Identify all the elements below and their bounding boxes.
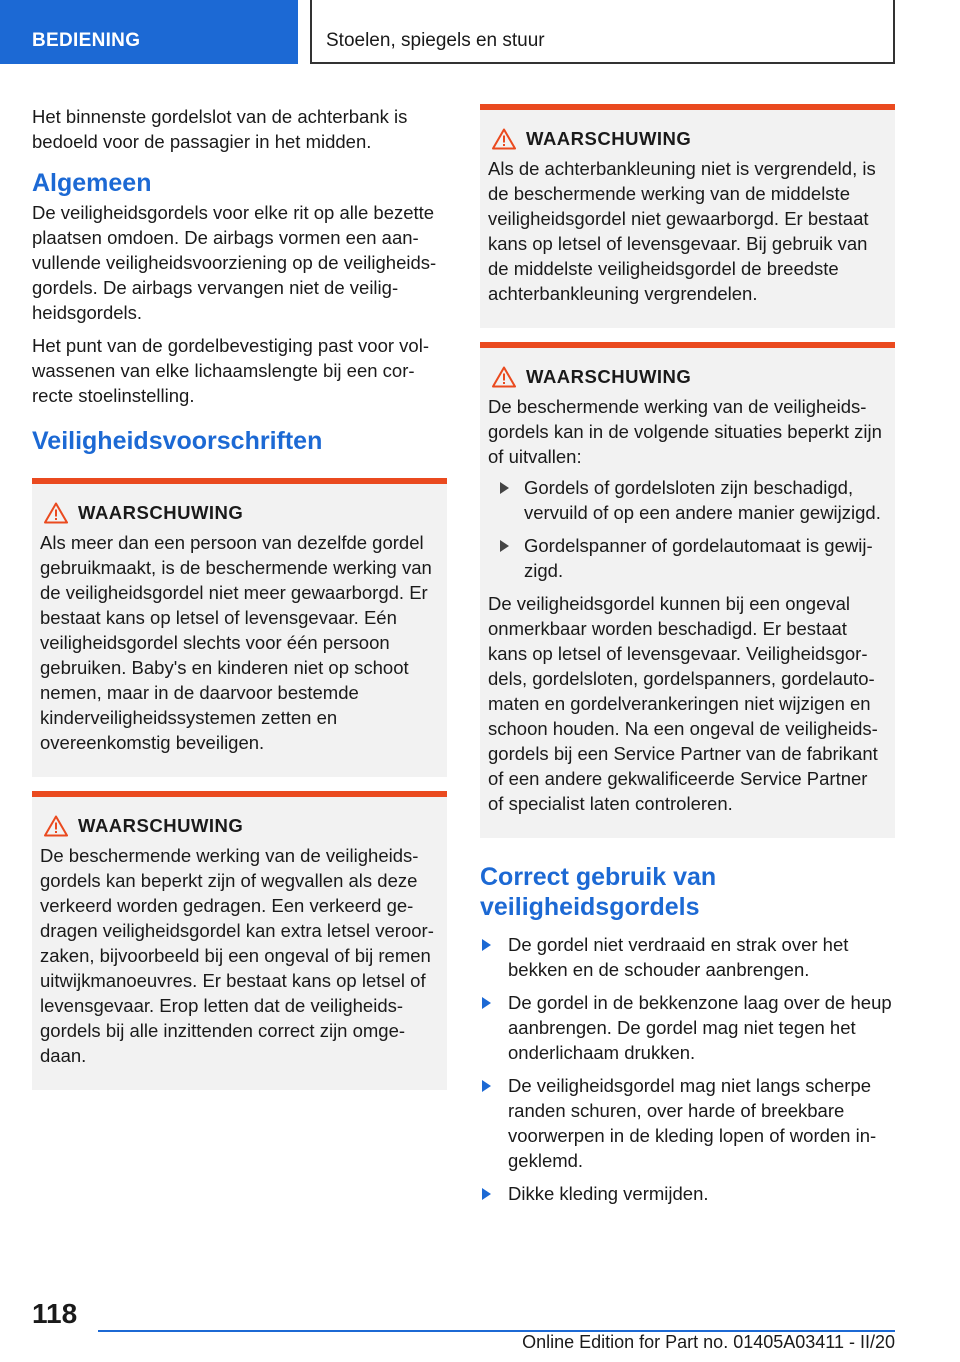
warning-list bbox=[488, 475, 887, 583]
list-item: De gordel niet verdraaid en strak over het bekken en de schouder aanbrengen. bbox=[480, 932, 895, 982]
page-number: 118 bbox=[32, 1298, 78, 1329]
list-item: De veiligheidsgordel mag niet langs scherpe randen schuren, over harde of breekbare voorwerpen in de kleding lopen of worden ingeklemd. bbox=[480, 1073, 895, 1173]
warning-text: De beschermende werking van de veiligheidsgordels kan in de volgende situaties beperkt zijn of uitvallen: bbox=[488, 396, 882, 467]
list-item: Dikke kleding vermijden. bbox=[480, 1181, 895, 1206]
edition-note: Online Edition for Part no. 01405A03411 - II/20 bbox=[522, 1332, 895, 1352]
intro-paragraph: Het binnenste gordelslot van de achterbank is bedoeld voor de passagier in het midden. bbox=[32, 106, 408, 152]
heading-veiligheidsvoorschriften: Veiligheidsvoorschriften bbox=[32, 427, 323, 455]
warning-box bbox=[32, 791, 447, 1090]
warning-box bbox=[480, 104, 895, 328]
bullet-triangle-icon bbox=[500, 482, 509, 494]
warning-triangle-icon bbox=[492, 128, 516, 150]
bullet-triangle-icon bbox=[500, 540, 509, 552]
algemeen-paragraph-1: De veiligheidsgordels voor elke rit op alle bezette plaatsen omdoen. De airbags vormen een aanvullende veiligheidsvoorziening op de veiligheidsgordels. De airbags vervangen niet de veiligheidsgordels. bbox=[32, 202, 437, 323]
warning-title: WAARSCHUWING bbox=[78, 815, 244, 836]
list-item: Gordels of gordelsloten zijn beschadigd, vervuild of op een andere manier gewijzigd. bbox=[488, 475, 887, 525]
heading-algemeen: Algemeen bbox=[32, 169, 152, 197]
warning-box bbox=[480, 342, 895, 838]
bullet-triangle-icon bbox=[482, 1188, 491, 1200]
bullet-triangle-icon bbox=[482, 939, 491, 951]
right-column bbox=[480, 104, 895, 1214]
warning-text: Als de achterbankleuning niet is vergrendeld, is de beschermende werking van de middelste veiligheidsgordel niet gewaarborgd. Er bestaat kans op letsel of levensgevaar. Bij gebruik van de middelste veiligheidsgordel de breedste achterbankleuning vergrendelen. bbox=[488, 158, 876, 304]
warning-triangle-icon bbox=[44, 815, 68, 837]
section-tab: BEDIENING bbox=[0, 0, 298, 64]
warning-text: Als meer dan een persoon van dezelfde gordel gebruikmaakt, is de beschermende werking van de veiligheidsgordel niet meer gewaarborgd. Er bestaat kans op letsel of levensgevaar. Eén veiligheidsgordel slechts voor één persoon gebruiken. Baby's en kinderen niet op schoot nemen, maar in de daarvoor bestemde kinderveiligheidssystemen zetten en overeenkomstig beveiligen. bbox=[40, 532, 432, 753]
usage-list bbox=[480, 932, 895, 1206]
algemeen-paragraph-2: Het punt van de gordelbevestiging past voor volwassenen van elke lichaamslengte bij een correcte stoelinstelling. bbox=[32, 335, 429, 406]
warning-box bbox=[32, 478, 447, 777]
warning-title: WAARSCHUWING bbox=[78, 502, 244, 523]
heading-correct-gebruik: Correct gebruik van veiligheidsgordels bbox=[480, 863, 717, 921]
chapter-title: Stoelen, spiegels en stuur bbox=[310, 0, 895, 64]
warning-triangle-icon bbox=[492, 366, 516, 388]
warning-text-2: De veiligheidsgordel kunnen bij een ongeval onmerkbaar worden beschadigd. Er bestaat kans op letsel of levensgevaar. Veiligheidsgordels, gordelsloten, gordelspanners, gordelautomaten en gordelverankeringen niet wijzigen en schoon houden. Na een ongeval de veiligheidsgordels bij een Service Partner van de fabrikant of een andere gekwalificeerde Service Partner of specialist laten controleren. bbox=[488, 593, 878, 814]
warning-triangle-icon bbox=[44, 502, 68, 524]
bullet-triangle-icon bbox=[482, 1080, 491, 1092]
warning-title: WAARSCHUWING bbox=[526, 366, 692, 387]
bullet-triangle-icon bbox=[482, 997, 491, 1009]
warning-text: De beschermende werking van de veiligheidsgordels kan beperkt zijn of wegvallen als deze verkeerd worden gedragen. Een verkeerd gedragen veiligheidsgordel kan extra letsel veroorzaken, bijvoorbeeld bij een ongeval of bij remen uitwijkmanoeuvres. Er bestaat kans op letsel of levensgevaar. Erop letten dat de veiligheidsgordels bij alle inzittenden correct zijn omgedaan. bbox=[40, 845, 434, 1066]
list-item: De gordel in de bekkenzone laag over de heup aanbrengen. De gordel mag niet tegen het onderlichaam drukken. bbox=[480, 990, 895, 1065]
left-column bbox=[32, 104, 447, 1104]
warning-title: WAARSCHUWING bbox=[526, 128, 692, 149]
list-item: Gordelspanner of gordelautomaat is gewijzigd. bbox=[488, 533, 887, 583]
